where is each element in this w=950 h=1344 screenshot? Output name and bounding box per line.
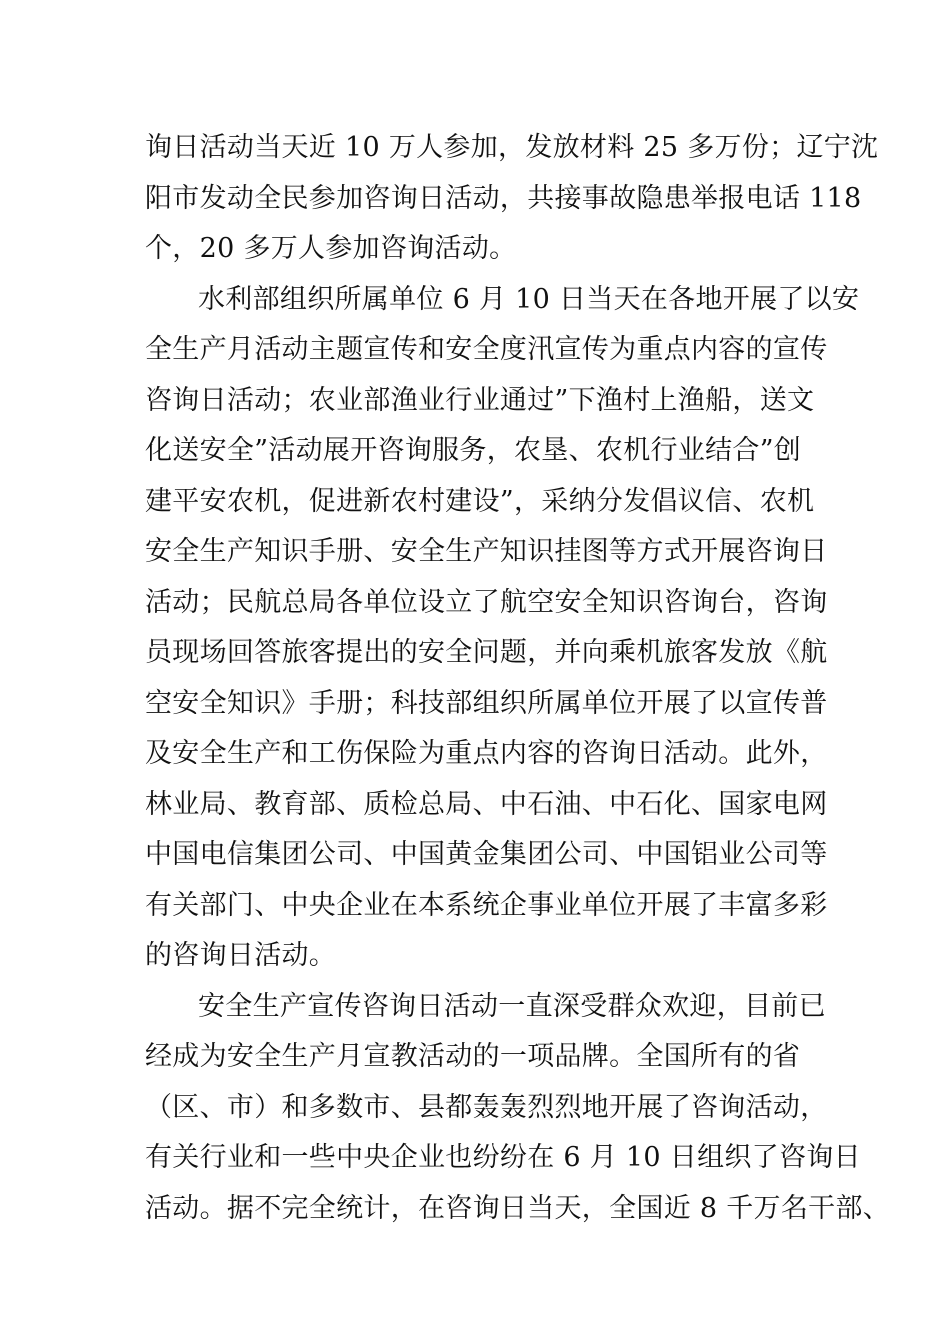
text-line: 建平安农机，促进新农村建设”，采纳分发倡议信、农机 [145,486,815,517]
text-line: 安全生产宣传咨询日活动一直深受群众欢迎，目前已 [198,991,826,1022]
text-line: 有关部门、中央企业在本系统企事业单位开展了丰富多彩 [145,890,828,921]
text-line: 及安全生产和工伤保险为重点内容的咨询日活动。此外， [145,738,828,769]
text-line: 询日活动当天近 10 万人参加，发放材料 25 多万份；辽宁沈 [145,132,879,163]
text-line: 活动。据不完全统计，在咨询日当天，全国近 8 千万名干部、 [145,1193,891,1224]
text-line: 咨询日活动；农业部渔业行业通过”下渔村上渔船，送文 [145,385,815,416]
text-line: 化送安全”活动展开咨询服务，农垦、农机行业结合”创 [145,435,802,466]
text-line: 林业局、教育部、质检总局、中石油、中石化、国家电网 [145,789,828,820]
text-line: 经成为安全生产月宣教活动的一项品牌。全国所有的省 [145,1041,801,1072]
text-line: 个，20 多万人参加咨询活动。 [145,233,517,264]
text-line: 有关行业和一些中央企业也纷纷在 6 月 10 日组织了咨询日 [145,1142,861,1173]
text-line: 阳市发动全民参加咨询日活动，共接事故隐患举报电话 118 [145,183,862,214]
text-line: 的咨询日活动。 [145,940,337,971]
text-line: （区、市）和多数市、县都轰轰烈烈地开展了咨询活动， [145,1092,828,1123]
text-line: 安全生产知识手册、安全生产知识挂图等方式开展咨询日 [145,536,828,567]
text-line: 全生产月活动主题宣传和安全度汛宣传为重点内容的宣传 [145,334,828,365]
text-line: 空安全知识》手册；科技部组织所属单位开展了以宣传普 [145,688,828,719]
text-line: 水利部组织所属单位 6 月 10 日当天在各地开展了以安 [198,284,860,315]
text-line: 中国电信集团公司、中国黄金集团公司、中国铝业公司等 [145,839,828,870]
text-line: 员现场回答旅客提出的安全问题，并向乘机旅客发放《航 [145,637,828,668]
text-line: 活动；民航总局各单位设立了航空安全知识咨询台，咨询 [145,587,828,618]
